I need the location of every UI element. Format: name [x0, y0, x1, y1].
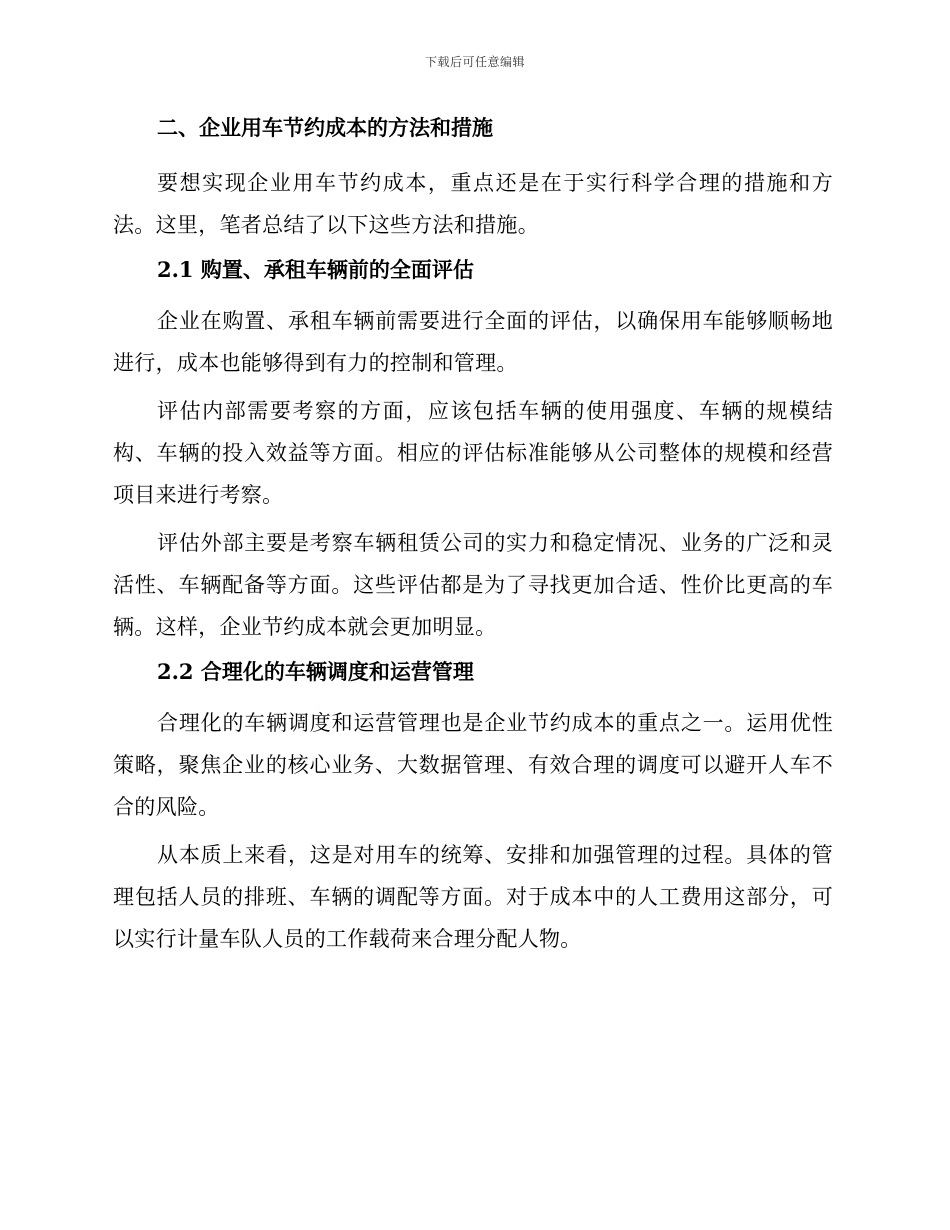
section-title: 二、企业用车节约成本的方法和措施 [157, 115, 493, 140]
subsection-title-2-2: 2.2 合理化的车辆调度和运营管理 [157, 659, 474, 684]
subsection-title-2-1: 2.1 购置、承租车辆前的全面评估 [157, 257, 474, 282]
intro-paragraph: 要想实现企业用车节约成本，重点还是在于实行科学合理的措施和方法。这里，笔者总结了以下这些方法和措施。 [113, 171, 833, 237]
paragraph: 从本质上来看，这是对用车的统筹、安排和加强管理的过程。具体的管理包括人员的排班、车辆的调配等方面。对于成本中的人工费用这部分，可以实行计量车队人员的工作载荷来合理分配人物。 [113, 843, 833, 951]
paragraph: 合理化的车辆调度和运营管理也是企业节约成本的重点之一。运用优性策略，聚焦企业的核心业务、大数据管理、有效合理的调度可以避开人车不合的风险。 [113, 711, 833, 819]
paragraph: 评估内部需要考察的方面，应该包括车辆的使用强度、车辆的规模结构、车辆的投入效益等方面。相应的评估标准能够从公司整体的规模和经营项目来进行考察。 [113, 399, 833, 507]
paragraph: 评估外部主要是考察车辆租赁公司的实力和稳定情况、业务的广泛和灵活性、车辆配备等方面。这些评估都是为了寻找更加合适、性价比更高的车辆。这样，企业节约成本就会更加明显。 [113, 531, 833, 639]
paragraph: 企业在购置、承租车辆前需要进行全面的评估，以确保用车能够顺畅地进行，成本也能够得到有力的控制和管理。 [113, 309, 833, 375]
document-body [113, 110, 833, 966]
page-header: 下载后可任意编辑 [424, 55, 525, 69]
